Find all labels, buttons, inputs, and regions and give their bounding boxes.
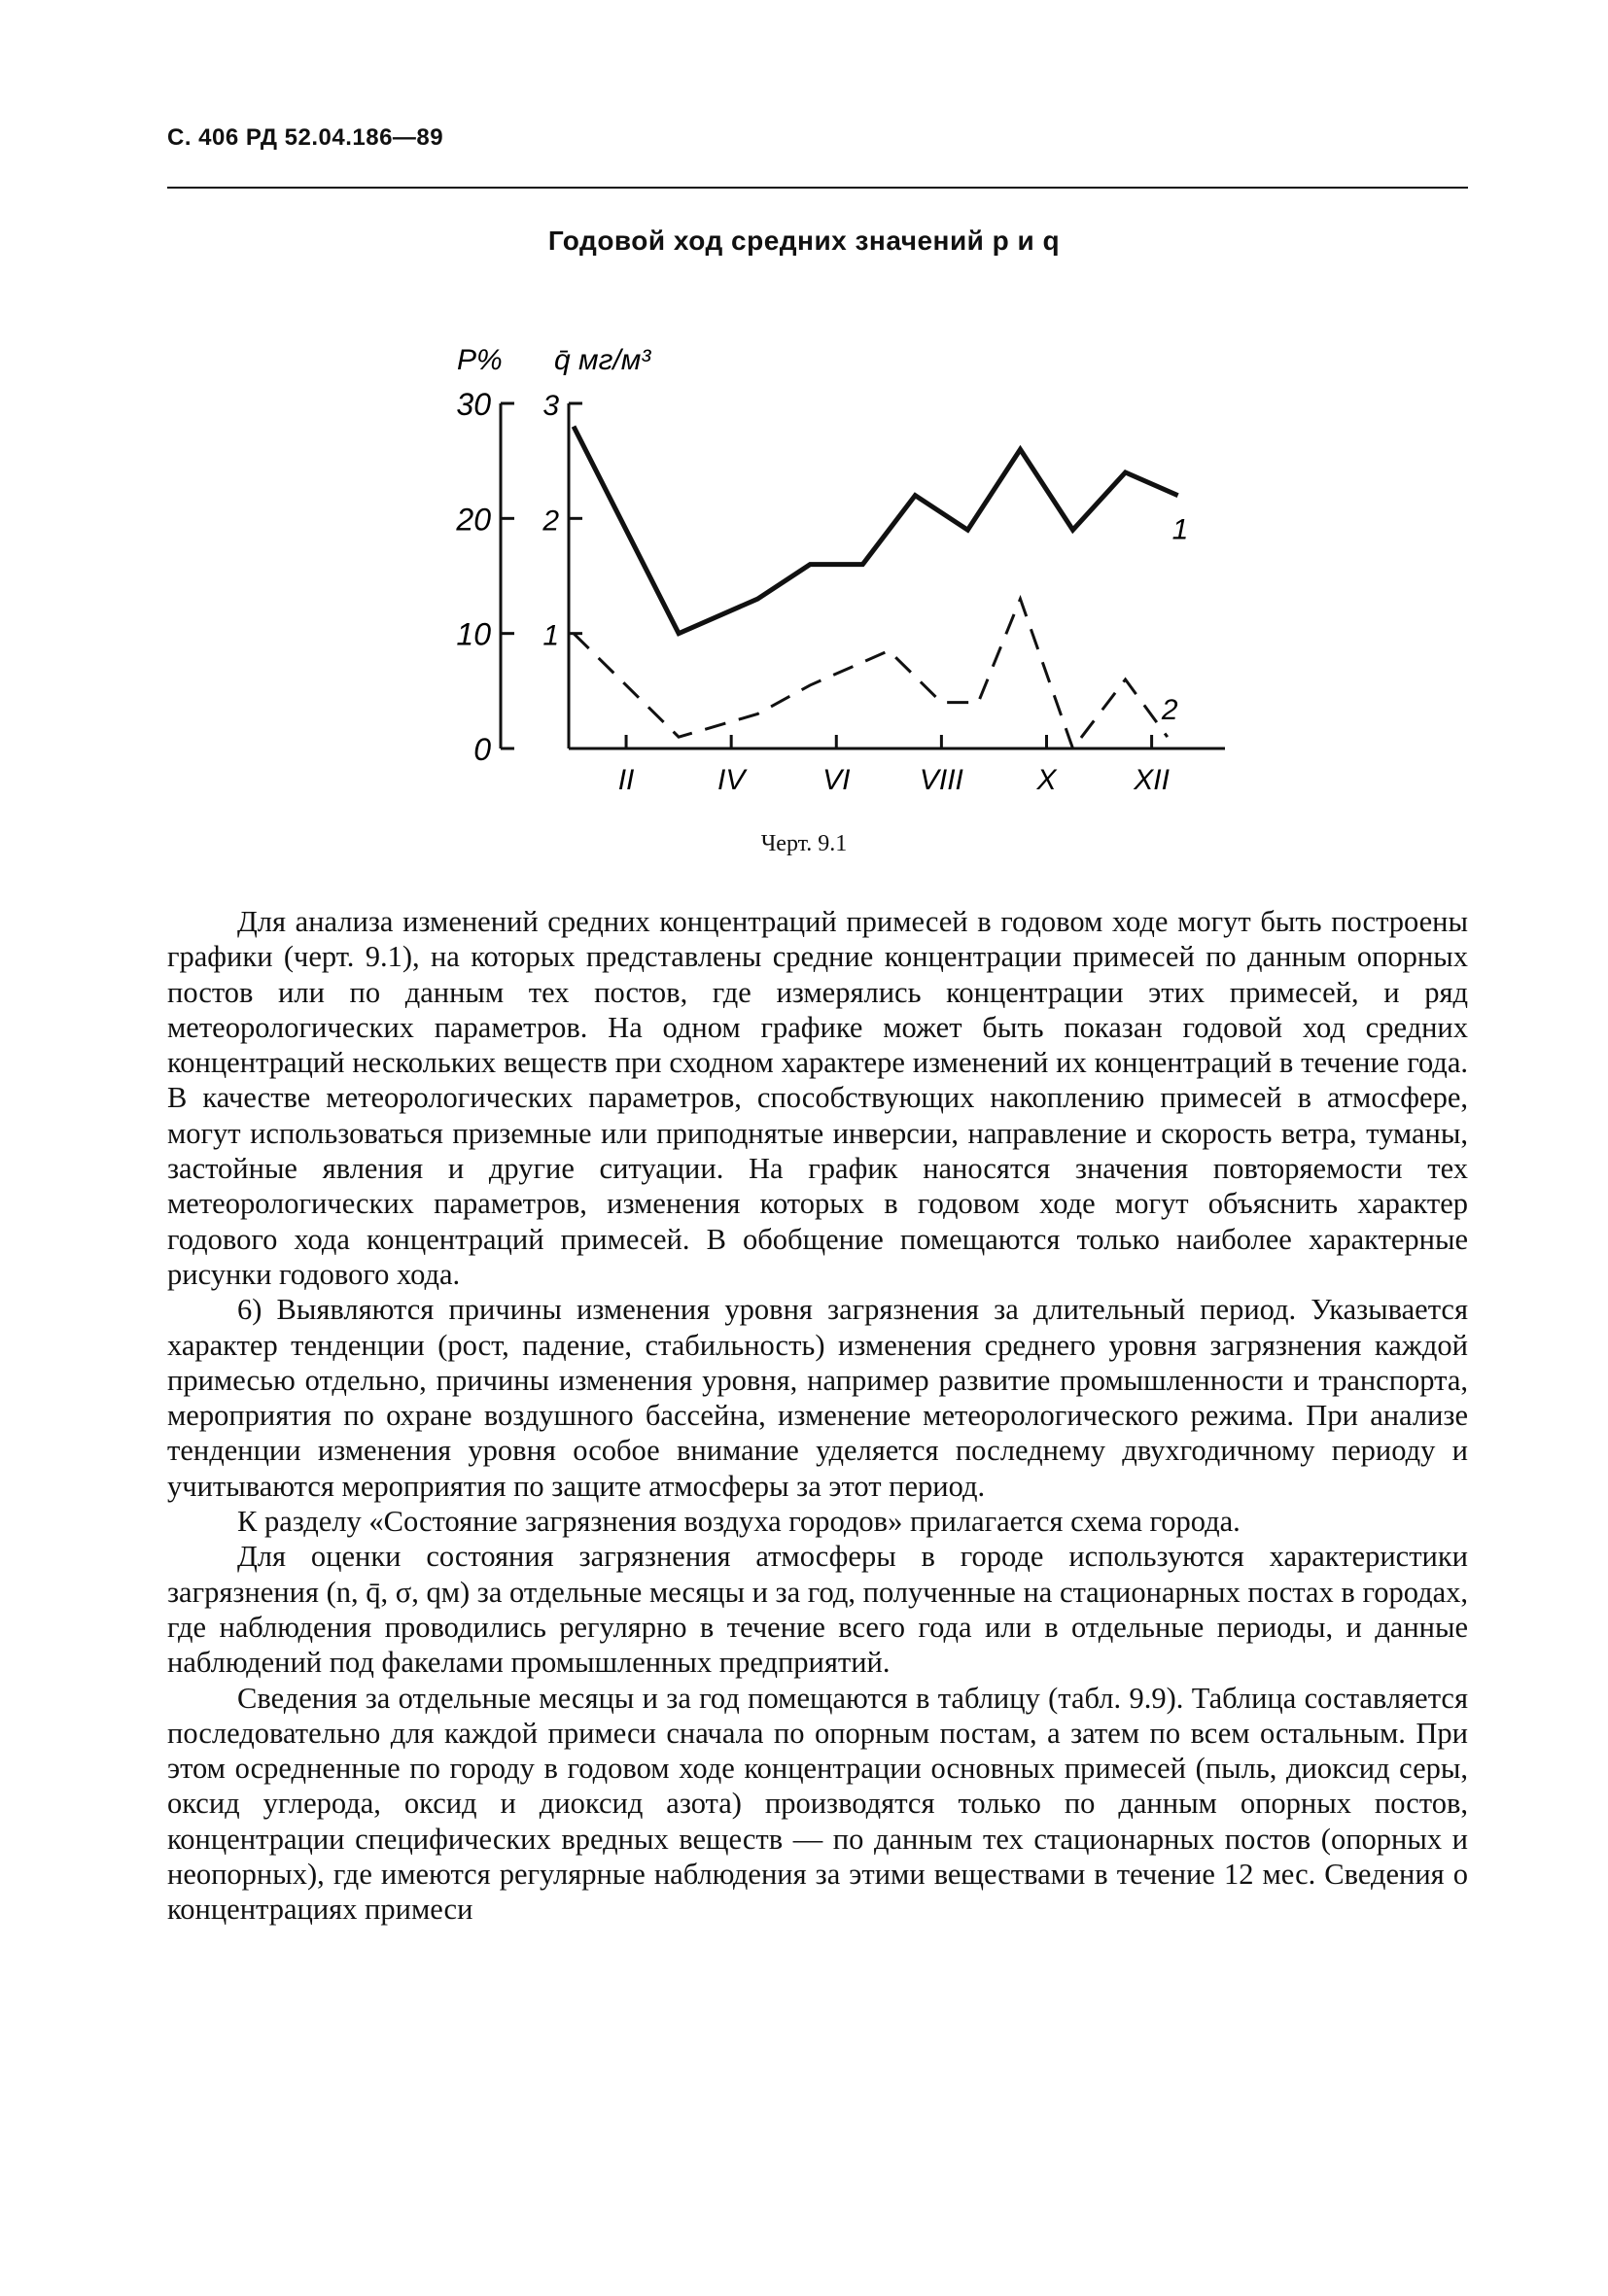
right-axis-tick-label: 2: [542, 504, 559, 538]
x-axis-tick-label: IV: [717, 764, 746, 796]
chart: [408, 330, 1283, 817]
page-header: С. 406 РД 52.04.186—89: [167, 124, 444, 151]
paragraph: Для анализа изменений средних концентраций примесей в годовом ходе могут быть построены графики (черт. 9.1), на которых представлены средние концентрации примесей по данным опорных постов или по данным тех постов, где измерялись концентрации этих примесей, и ряд метеорологических параметров. На одном графике может быть показан годовой ход средних концентраций нескольких веществ при сходном характере изменений их концентраций в течение года. В качестве метеорологических параметров, способствующих накоплению примесей в атмосфере, могут использоваться приземные или приподнятые инверсии, направление и скорость ветра, туманы, застойные явления и другие ситуации. На график наносятся значения повторяемости тех метеорологических параметров, изменения которых в годовом ходе могут объяснить характер годового хода концентраций примесей. В обобщение помещаются только наиболее характерные рисунки годового хода.: [167, 905, 1468, 1291]
chart-ticks: [455, 387, 1170, 796]
right-axis-label: q̄ мг/м³: [554, 344, 651, 376]
paragraph: К разделу «Состояние загрязнения воздуха городов» прилагается схема города.: [237, 1505, 1241, 1539]
figure-caption: Черт. 9.1: [760, 831, 848, 856]
paragraph: Для оценки состояния загрязнения атмосферы в городе используются характеристики загрязнения (n, q̄, σ, qм) за отдельные месяцы и за год, полученные на стационарных постах в городах, где наблюдения проводились регулярно в течение всего года или в отдельные периоды, и данные наблюдений под факелами промышленных предприятий.: [167, 1540, 1468, 1680]
x-axis-tick-label: VIII: [919, 764, 963, 796]
right-axis-tick-label: 3: [542, 390, 559, 422]
series-line-1: [574, 427, 1178, 634]
x-axis-tick-label: XII: [1134, 764, 1170, 796]
left-axis-tick-label: 10: [456, 616, 491, 652]
figure-title: Годовой ход средних значений p и q: [547, 226, 1061, 256]
right-axis-tick-label: 1: [542, 619, 559, 652]
series-line-2: [574, 599, 1168, 748]
chart-axes: [501, 403, 1225, 748]
paragraph: 6) Выявляются причины изменения уровня загрязнения за длительный период. Указывается характер тенденции (рост, падение, стабильность) изменения среднего уровня загрязнения каждой примесью отдельно, причины изменения уровня, например развитие промышленности и транспорта, мероприятия по охране воздушного бассейна, изменение метеорологического режима. При анализе тенденции изменения уровня особое внимание уделяется последнему двухгодичному периоду и учитываются мероприятия по защите атмосферы за этот период.: [167, 1293, 1468, 1503]
series-label: 1: [1171, 513, 1189, 546]
left-axis-label: P%: [457, 344, 503, 376]
header-rule: [167, 187, 1468, 189]
x-axis-tick-label: II: [617, 764, 635, 796]
paragraph: Сведения за отдельные месяцы и за год помещаются в таблицу (табл. 9.9). Таблица составляется последовательно для каждой примеси сначала по опорным постам, а затем по всем остальным. При этом осредненные по городу в годовом ходе концентрации основных примесей (пыль, диоксид серы, оксид углерода, оксид и диоксид азота) производятся только по данным опорных постов, концентрации специфических вредных веществ — по данным тех стационарных постов (опорных и неопорных), где имеются регулярные наблюдения за этими веществами в течение 12 мес. Сведения о концентрациях примеси: [167, 1681, 1468, 1927]
chart-svg: [408, 330, 1283, 817]
x-axis-tick-label: VI: [822, 764, 851, 796]
left-axis-tick-label: 0: [473, 732, 491, 767]
left-axis-tick-label: 20: [456, 502, 491, 538]
series-label: 2: [1161, 694, 1178, 727]
left-axis-tick-label: 30: [456, 387, 491, 422]
chart-series: [574, 427, 1188, 749]
x-axis-tick-label: X: [1036, 764, 1057, 796]
body-text: [167, 904, 1468, 1928]
